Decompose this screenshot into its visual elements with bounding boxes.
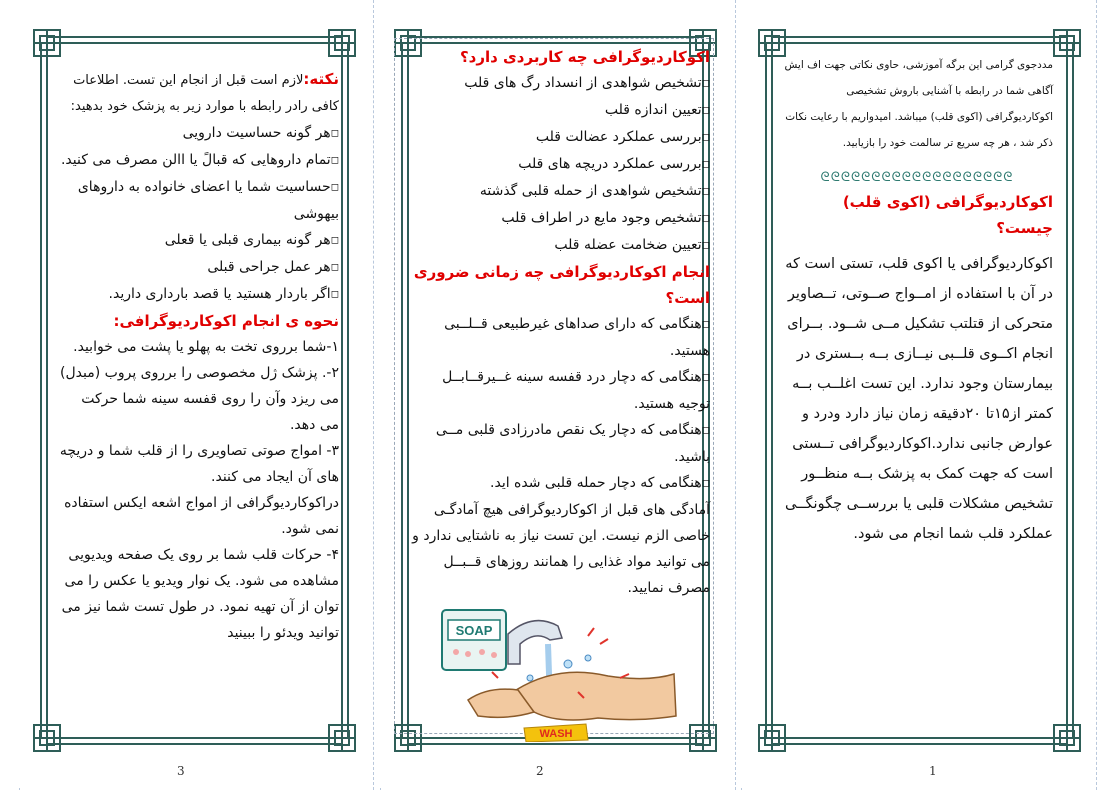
corner-ornament-icon xyxy=(1052,28,1082,58)
procedure-step: ۲-. پزشک ژل مخصوصی را برروی پروب (مبدل) می ریزد وآن را روی قفسه سینه شما حرکت می دهد. xyxy=(60,365,339,433)
checkbox-bullet-icon: ◻ xyxy=(701,105,710,116)
checkbox-bullet-icon: ◻ xyxy=(701,159,710,170)
intro-paragraph: مددجوی گرامی این برگه آموزشی، حاوی نکاتی جهت اف ایش آگاهی شما در رابطه با آشنایی باروش تشخیصی اکوکاردیوگرافی (اکوی قلب) میباشد. امیدواریم با رعایت نکات ذکر شد ، هر چه سریع تر سالمت خود را بازیابید. xyxy=(784,59,1053,149)
soap-label: SOAP xyxy=(455,623,493,638)
panel-2-content xyxy=(410,44,710,601)
list-item-text: هنگامی که دچار حمله قلبی شده اید. xyxy=(490,475,702,491)
checkbox-bullet-icon: ◻ xyxy=(330,289,339,300)
list-item-text: بررسی عملکرد دریچه های قلب xyxy=(518,156,702,172)
checkbox-bullet-icon: ◻ xyxy=(701,132,710,143)
wash-label: WASH xyxy=(539,728,573,740)
uses-heading: اکوکاردیوگرافی چه کاربردی دارد؟ xyxy=(459,48,710,66)
list-item-text: تشخیص وجود مایع در اطراف قلب xyxy=(501,210,702,226)
soap-icon xyxy=(442,610,506,670)
procedure-step: ۱-شما برروی تخت به پهلو یا پشت می خوابید. xyxy=(73,339,339,355)
checkbox-bullet-icon: ◻ xyxy=(701,213,710,224)
list-item-text: هنگامی که دچار یک نقص مادرزادی قلبی مــی باشید. xyxy=(435,422,710,465)
corner-ornament-icon xyxy=(32,723,62,753)
list-item xyxy=(410,70,710,97)
list-item xyxy=(410,124,710,151)
corner-ornament-icon xyxy=(1052,723,1082,753)
checkbox-bullet-icon: ◻ xyxy=(330,155,339,166)
list-item-text: اگر باردار هستید یا قصد بارداری دارید. xyxy=(108,286,331,302)
checkbox-bullet-icon: ◻ xyxy=(701,186,710,197)
list-item-text: هنگامی که دچار درد قفسه سینه غــیرقــابــل توجیه هستید. xyxy=(442,369,710,412)
page-edge xyxy=(1096,0,1097,790)
preparation-paragraph: آمادگی های قبل از اکوکاردیوگرافی هیچ آمادگـی خاصی الزم نیست. این تست نیاز به ناشتایی ندارد و می توانید مواد غذایی را همانند روزهای قــبــل مصرف نمایید. xyxy=(412,502,710,596)
page-edge xyxy=(735,0,736,790)
wash-banner-icon xyxy=(524,724,588,742)
list-item-text: هر عمل جراحی قبلی xyxy=(207,259,331,275)
panel-1-content xyxy=(781,52,1053,549)
list-item-text: حساسیت شما یا اعضای خانواده به داروهای بیهوشی xyxy=(77,179,339,222)
checkbox-bullet-icon: ◻ xyxy=(330,128,339,139)
checkbox-bullet-icon: ◻ xyxy=(701,240,710,251)
hand-washing-illustration xyxy=(438,604,688,742)
corner-ornament-icon xyxy=(327,28,357,58)
list-item xyxy=(410,417,710,470)
note-text: لازم است قبل از انجام این تست. اطلاعات کافی رادر رابطه با موارد زیر به پزشک خود بدهید: xyxy=(70,73,339,114)
page-number: 1 xyxy=(929,764,937,778)
list-item-text: تشخیص شواهدی از انسداد رگ های قلب xyxy=(464,75,702,91)
definition-paragraph: اکوکاردیوگرافی یا اکوی قلب، تستی است که در آن با استفاده از امــواج صــوتی، تــصاویر متحرکی از قتلتب تشکیل مــی شــود. بــرای انجام اکــوی قلــبی نیــازی بــه بــستری در بیمارستان وجود ندارد. این تست اغلــب بــه کمتر از۱۵تا ۲۰دقیقه زمان نیاز دارد ودرد و عوارض جانبی ندارد.اکوکاردیوگرافی تــستی است که جهت کمک به پزشک بــه منظــور تشخیص مشکلات قلبی یا بررســی چگونگــی عملکرد قلب شما انجام می شود. xyxy=(784,256,1053,542)
list-item-text: هر گونه بیماری قبلی یا قعلی xyxy=(164,232,331,248)
page-edge xyxy=(373,0,374,790)
list-item-text: تمام داروهایی که قبالً یا االن مصرف می کنید. xyxy=(60,152,331,168)
wave-ornament-icon: ᘓᘓᘓᘓᘓᘓᘓᘓᘓᘓᘓᘓᘓᘓᘓᘓᘓᘓᘓ xyxy=(820,170,1014,185)
what-is-heading: اکوکاردیوگرافی (اکوی قلب) چیست؟ xyxy=(842,193,1053,237)
list-item xyxy=(410,97,710,124)
when-heading: انجام اکوکاردیوگرافی چه زمانی ضروری است؟ xyxy=(413,263,710,307)
procedure-heading: نحوه ی انجام اکوکاردیوگرافی: xyxy=(113,312,339,330)
list-item xyxy=(59,281,339,308)
list-item-text: هنگامی که دارای صداهای غیرطبیعی قــلــبی هستید. xyxy=(444,316,710,359)
when-list xyxy=(410,311,710,497)
list-item xyxy=(410,311,710,364)
list-item-text: بررسی عملکرد عضالت قلب xyxy=(535,129,702,145)
checkbox-bullet-icon: ◻ xyxy=(330,262,339,273)
checkbox-bullet-icon: ◻ xyxy=(330,182,339,193)
list-item xyxy=(59,254,339,281)
page-number: 2 xyxy=(536,764,544,778)
pre-test-list xyxy=(59,120,339,308)
list-item xyxy=(410,364,710,417)
checkbox-bullet-icon: ◻ xyxy=(701,478,710,489)
checkbox-bullet-icon: ◻ xyxy=(701,425,710,436)
corner-ornament-icon xyxy=(757,723,787,753)
list-item xyxy=(59,174,339,227)
checkbox-bullet-icon: ◻ xyxy=(330,235,339,246)
list-item xyxy=(410,232,710,259)
list-item xyxy=(410,151,710,178)
procedure-step: ۳- امواج صوتی تصاویری را از قلب شما و دریچه های آن ایجاد می کنند. xyxy=(59,443,339,485)
page-number: 3 xyxy=(177,764,185,778)
checkbox-bullet-icon: ◻ xyxy=(701,372,710,383)
list-item xyxy=(410,470,710,497)
panel-3-content xyxy=(59,66,339,646)
panel-3 xyxy=(19,0,373,788)
list-item xyxy=(59,120,339,147)
list-item-text: تعیین اندازه قلب xyxy=(604,102,702,118)
note-paragraph xyxy=(59,66,339,120)
panel-1 xyxy=(741,0,1095,788)
procedure-step: ۴- حرکات قلب شما بر روی یک صفحه ویدیویی مشاهده می شود. یک نوار ویدیو یا عکس را می توان از آن تهیه نمود. در طول تست شما نیز می توانید ویدئو را ببینید xyxy=(61,547,339,641)
list-item-text: تعیین ضخامت عضله قلب xyxy=(554,237,702,253)
procedure-step: دراکوکاردیوگرافی از امواج اشعه ایکس استفاده نمی شود. xyxy=(64,495,339,537)
note-label: نکته: xyxy=(303,70,339,88)
panel-2 xyxy=(380,0,734,788)
list-item xyxy=(410,205,710,232)
list-item xyxy=(410,178,710,205)
uses-list xyxy=(410,70,710,259)
checkbox-bullet-icon: ◻ xyxy=(701,319,710,330)
list-item xyxy=(59,227,339,254)
checkbox-bullet-icon: ◻ xyxy=(701,78,710,89)
corner-ornament-icon xyxy=(327,723,357,753)
list-item-text: تشخیص شواهدی از حمله قلبی گذشته xyxy=(479,183,702,199)
list-item-text: هر گونه حساسیت دارویی xyxy=(182,125,331,141)
corner-ornament-icon xyxy=(32,28,62,58)
list-item xyxy=(59,147,339,174)
